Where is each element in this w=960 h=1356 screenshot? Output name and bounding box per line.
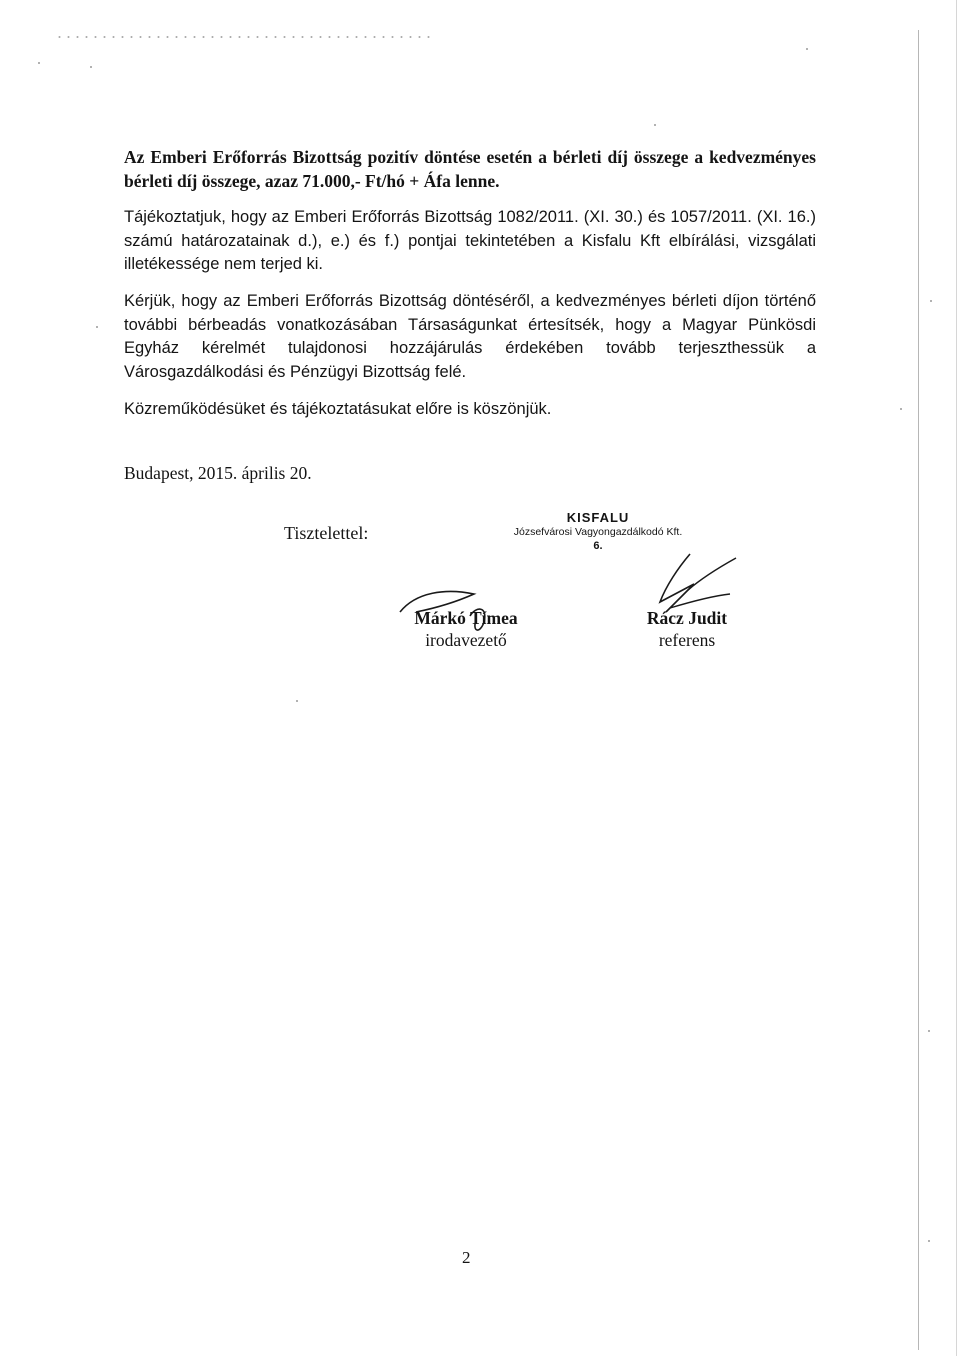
scan-artifact-edge-far: [956, 0, 957, 1356]
stamp-name: KISFALU: [566, 510, 630, 525]
stamp-number: 6.: [593, 540, 603, 552]
scan-speck: [296, 700, 298, 702]
scan-artifact-edge: [918, 30, 919, 1350]
scan-speck: [930, 300, 932, 302]
date-line: Budapest, 2015. április 20.: [124, 463, 312, 483]
signatory-name: Márkó Tímea: [414, 608, 518, 628]
request-paragraph: Kérjük, hogy az Emberi Erőforrás Bizottság döntéséről, a kedvezményes bérleti díjon történő további bérbeadás vonatkozásában Társaságunkat értesítsék, hogy a Magyar Pünkösdi Egyház kérelmét tulajdonosi hozzájárulás érdekében tovább terjeszthessük a Városgazdálkodási és Pénzügyi Bizottság felé.: [124, 292, 816, 381]
decision-paragraph: Az Emberi Erőforrás Bizottság pozitív döntése esetén a bérleti díj összege a kedvezményes bérleti díj összege, azaz 71.000,- Ft/hó + Áfa lenne.: [124, 147, 816, 191]
signatory-2: [632, 607, 742, 651]
company-stamp: [478, 510, 718, 552]
scan-speck: [38, 62, 40, 64]
scan-speck: [654, 124, 656, 126]
scan-speck: [90, 66, 92, 68]
thanks-paragraph: Közreműködésüket és tájékoztatásukat előre is köszönjük.: [124, 400, 552, 418]
signatory-name: Rácz Judit: [646, 608, 728, 628]
scan-speck: [900, 408, 902, 410]
signatory-title: irodavezető: [425, 630, 507, 650]
stamp-company: Józsefvárosi Vagyongazdálkodó Kft.: [513, 526, 683, 538]
scan-speck: [806, 48, 808, 50]
signatory-1: [396, 607, 536, 651]
scan-speck: [96, 326, 98, 328]
scan-artifact-dots: [55, 35, 435, 39]
scan-speck: [928, 1240, 930, 1242]
information-paragraph: Tájékoztatjuk, hogy az Emberi Erőforrás Bizottság 1082/2011. (XI. 30.) és 1057/2011. (XI. 16.) számú határozatainak d.), e.) és f.) pontjai tekintetében a Kisfalu Kft elbírálási, vizsgálati illetékessége nem terjed ki.: [124, 208, 816, 273]
page-number: 2: [462, 1248, 471, 1267]
closing-greeting: Tisztelettel:: [284, 523, 369, 543]
scan-speck: [928, 1030, 930, 1032]
signatory-title: referens: [658, 630, 716, 650]
